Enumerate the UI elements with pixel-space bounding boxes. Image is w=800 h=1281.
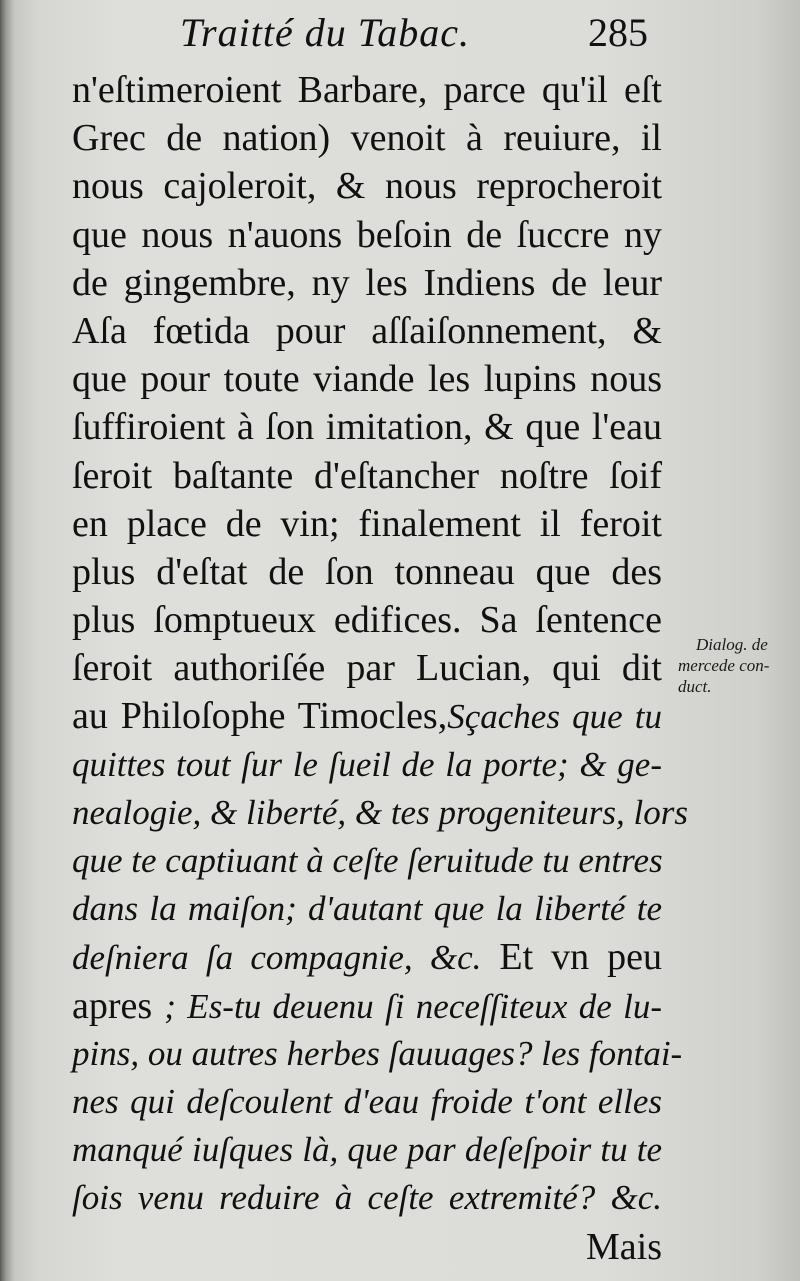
text-segment-italic: deſniera ſa compagnie, &c. [72, 938, 482, 978]
text-line-italic: que te captiuant à ceſte ſeruitude tu entres [72, 841, 663, 880]
text-line: plus d'eſtat de ſon tonneau que des [72, 550, 662, 593]
text-segment-roman: Et vn peu [499, 936, 662, 979]
marginal-note-line: duct. [678, 677, 712, 696]
text-line: nous cajoleroit, & nous reprocheroit [72, 165, 662, 208]
text-line-italic: quittes tout ſur le ſueil de la porte; & ge- [72, 744, 662, 784]
text-line: de gingembre, ny les Indiens de leur [72, 261, 662, 304]
marginal-note-line: Dialog. de [696, 635, 768, 654]
text-line-italic: manqué iuſques là, que par deſeſpoir tu te [72, 1130, 662, 1170]
text-line-italic: nes qui deſcoulent d'eau froide t'ont elles [72, 1081, 662, 1121]
text-line: Aſa fœtida pour aſſaiſonnement, & [72, 309, 662, 352]
text-line: en place de vin; finalement il feroit [72, 502, 662, 545]
text-line-italic: nealogie, & liberté, & tes progeniteurs, lors [72, 792, 689, 832]
text-line-mixed [72, 692, 662, 740]
text-line-mixed [72, 982, 662, 1030]
text-segment-roman: apres [72, 984, 153, 1027]
page-number: 285 [588, 10, 648, 55]
text-line-italic: pins, ou autres herbes ſauuages? les fontai- [72, 1033, 683, 1073]
text-segment-roman: au Philoſophe Timocles, [72, 695, 448, 738]
marginal-note [678, 634, 794, 697]
text-line-italic: dans la maiſon; d'autant que la liberté te [72, 889, 662, 929]
running-head [170, 8, 650, 58]
text-line: que nous n'auons beſoin de ſuccre ny [72, 213, 662, 256]
text-line: Grec de nation) venoit à reuiure, il [72, 117, 662, 160]
body-text [72, 66, 689, 1271]
page-gutter-edge [0, 0, 14, 1281]
text-line: ſeroit baſtante d'eſtancher noſtre ſoif [72, 454, 662, 497]
marginal-note-line: mercede con- [678, 656, 770, 675]
catchword: Mais [586, 1225, 662, 1268]
text-segment-italic: ; Es-tu deuenu ſi neceſſiteux de lu- [164, 986, 662, 1026]
running-title: Traitté du Tabac. [180, 10, 471, 55]
text-line: que pour toute viande les lupins nous [72, 358, 662, 401]
text-line-mixed [72, 933, 662, 981]
text-line: plus ſomptueux edifices. Sa ſentence [72, 599, 662, 642]
text-segment-italic: Sçaches que tu [447, 697, 662, 737]
text-line: ſeroit authoriſée par Lucian, qui dit [72, 647, 662, 690]
text-line: ſuffiroient à ſon imitation, & que l'eau [72, 406, 662, 449]
text-line: n'eſtimeroient Barbare, parce qu'il eſt [72, 69, 662, 111]
text-line-italic: ſois venu reduire à ceſte extremité? &c. [72, 1178, 662, 1218]
